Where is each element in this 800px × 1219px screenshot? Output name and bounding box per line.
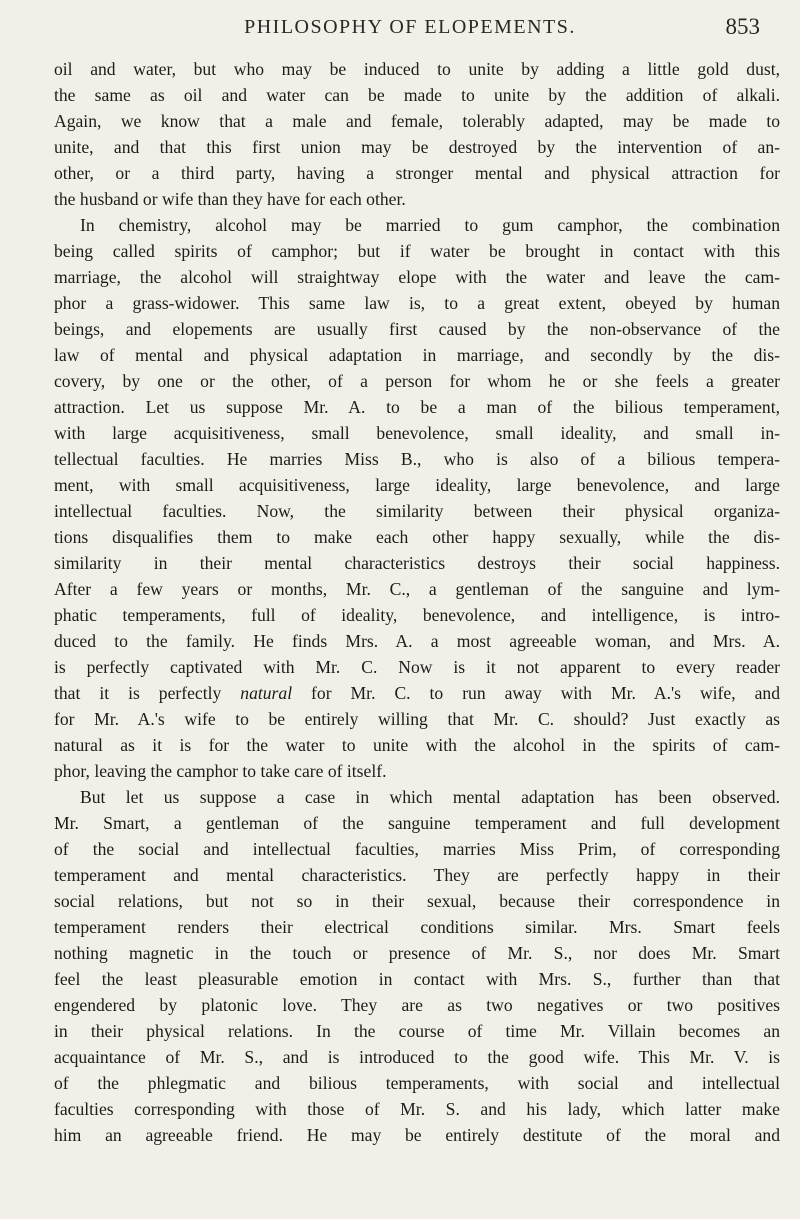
text-line: acquaintance of Mr. S., and is introduced to the good wife. This Mr. V. is (54, 1047, 780, 1067)
text-line: covery, by one or the other, of a person for whom he or she feels a greater (54, 371, 780, 391)
text-line: In chemistry, alcohol may be married to gum camphor, the combination (80, 215, 780, 235)
text-line: being called spirits of camphor; but if water be brought in contact with this (54, 241, 780, 261)
text-line: engendered by platonic love. They are as two negatives or two positives (54, 995, 780, 1015)
text-line: But let us suppose a case in which mental adaptation has been observed. (80, 787, 780, 807)
text-line: oil and water, but who may be induced to unite by adding a little gold dust, (54, 59, 780, 79)
text-line: of the social and intellectual faculties, marries Miss Prim, of corresponding (54, 839, 780, 859)
text-line: unite, and that this first union may be destroyed by the intervention of an- (54, 137, 780, 157)
running-title: PHILOSOPHY OF ELOPEMENTS. (244, 16, 576, 38)
text-line: phor a grass-widower. This same law is, to a great extent, obeyed by human (54, 293, 780, 313)
text-line: marriage, the alcohol will straightway elope with the water and leave the cam- (54, 267, 780, 287)
text-line: for Mr. A.'s wife to be entirely willing that Mr. C. should? Just exactly as (54, 709, 780, 729)
text-line: the husband or wife than they have for each other. (54, 189, 406, 209)
text-line: After a few years or months, Mr. C., a gentleman of the sanguine and lym- (54, 579, 780, 599)
text-line: of the phlegmatic and bilious temperaments, with social and intellectual (54, 1073, 780, 1093)
text-line: social relations, but not so in their sexual, because their correspondence in (54, 891, 780, 911)
text-line: duced to the family. He finds Mrs. A. a most agreeable woman, and Mrs. A. (54, 631, 780, 651)
emphasized-word: natural (240, 683, 293, 703)
page-number: 853 (725, 14, 760, 39)
text-line: similarity in their mental characteristics destroys their social happiness. (54, 553, 780, 573)
text-line: temperament renders their electrical conditions similar. Mrs. Smart feels (54, 917, 780, 937)
text-line: is perfectly captivated with Mr. C. Now is it not apparent to every reader (54, 657, 780, 677)
text-line: intellectual faculties. Now, the similarity between their physical organiza- (54, 501, 780, 521)
text-line: beings, and elopements are usually first caused by the non-observance of the (54, 319, 780, 339)
text-line: phatic temperaments, full of ideality, benevolence, and intelligence, is intro- (54, 605, 780, 625)
body-text (54, 56, 780, 1148)
text-line: ment, with small acquisitiveness, large ideality, large benevolence, and large (54, 475, 780, 495)
text-line (54, 680, 780, 706)
text-line: the same as oil and water can be made to unite by the addition of alkali. (54, 85, 780, 105)
text-line: him an agreeable friend. He may be entirely destitute of the moral and (54, 1125, 780, 1145)
text-line: tellectual faculties. He marries Miss B., who is also of a bilious tempera- (54, 449, 780, 469)
text-line: tions disqualifies them to make each other happy sexually, while the dis- (54, 527, 780, 547)
text-line: in their physical relations. In the course of time Mr. Villain becomes an (54, 1021, 780, 1041)
text-line: attraction. Let us suppose Mr. A. to be a man of the bilious temperament, (54, 397, 780, 417)
text-line: law of mental and physical adaptation in marriage, and secondly by the dis- (54, 345, 780, 365)
text-segment: that it is perfectly (54, 683, 241, 703)
page-header (60, 12, 760, 48)
text-line: natural as it is for the water to unite with the alcohol in the spirits of cam- (54, 735, 780, 755)
text-line: other, or a third party, having a stronger mental and physical attraction for (54, 163, 780, 183)
text-line: feel the least pleasurable emotion in contact with Mrs. S., further than that (54, 969, 780, 989)
text-segment: for Mr. C. to run away with Mr. A.'s wife, and (292, 683, 780, 703)
text-line: with large acquisitiveness, small benevolence, small ideality, and small in- (54, 423, 780, 443)
text-line: nothing magnetic in the touch or presence of Mr. S., nor does Mr. Smart (54, 943, 780, 963)
text-line: Again, we know that a male and female, tolerably adapted, may be made to (54, 111, 780, 131)
text-line: temperament and mental characteristics. They are perfectly happy in their (54, 865, 780, 885)
text-line: phor, leaving the camphor to take care of itself. (54, 761, 387, 781)
text-line: Mr. Smart, a gentleman of the sanguine temperament and full development (54, 813, 780, 833)
text-line: faculties corresponding with those of Mr. S. and his lady, which latter make (54, 1099, 780, 1119)
